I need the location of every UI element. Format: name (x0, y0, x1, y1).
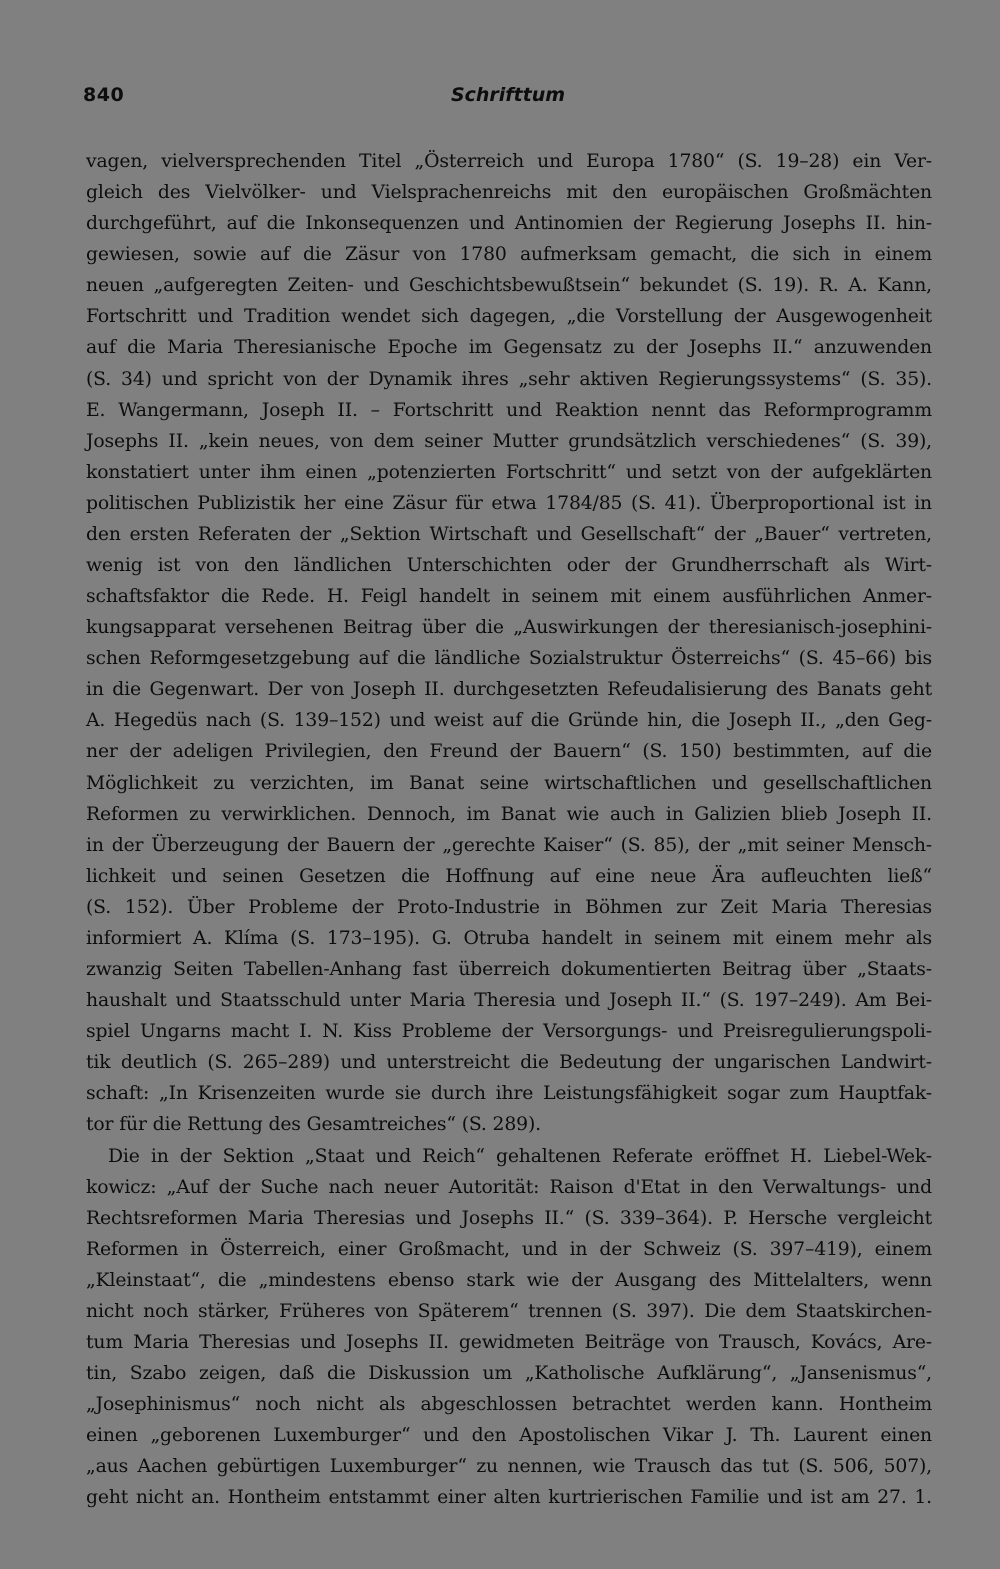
text-line: spiel Ungarns macht I. N. Kiss Probleme der Versorgungs- und Preisregulierungspoli- (86, 1021, 932, 1043)
text-line: Reformen zu verwirklichen. Dennoch, im Banat wie auch in Galizien blieb Joseph II. (86, 803, 932, 825)
text-line: in die Gegenwart. Der von Joseph II. durchgesetzten Refeudalisierung des Banats geht (86, 679, 932, 701)
text-line: ner der adeligen Privilegien, den Freund der Bauern“ (S. 150) bestimmten, auf die (86, 741, 932, 763)
text-line: lichkeit und seinen Gesetzen die Hoffnung auf eine neue Ära aufleuchten ließ“ (86, 865, 932, 887)
text-line: Fortschritt und Tradition wendet sich dagegen, „die Vorstellung der Ausgewogenheit (86, 306, 932, 328)
text-line: (S. 34) und spricht von der Dynamik ihres „sehr aktiven Regierungssystems“ (S. 35). (86, 368, 932, 390)
text-line: Rechtsreformen Maria Theresias und Josephs II.“ (S. 339–364). P. Hersche vergleicht (86, 1207, 932, 1229)
text-line: „Josephinismus“ noch nicht als abgeschlossen betrachtet werden kann. Hontheim (86, 1394, 932, 1416)
body-text (86, 146, 932, 1513)
text-line: auf die Maria Theresianische Epoche im Gegensatz zu der Josephs II.“ anzuwenden (86, 337, 932, 359)
text-line: tum Maria Theresias und Josephs II. gewidmeten Beiträge von Trausch, Kovács, Are- (86, 1331, 932, 1353)
text-line: gewiesen, sowie auf die Zäsur von 1780 aufmerksam gemacht, die sich in einem (86, 244, 932, 266)
text-line: neuen „aufgeregten Zeiten- und Geschichtsbewußtsein“ bekundet (S. 19). R. A. Kann, (86, 275, 932, 297)
text-line: Die in der Sektion „Staat und Reich“ gehaltenen Referate eröffnet H. Liebel-Wek- (108, 1145, 932, 1167)
text-line: den ersten Referaten der „Sektion Wirtschaft und Gesellschaft“ der „Bauer“ vertreten, (86, 523, 932, 545)
text-line: vagen, vielversprechenden Titel „Österreich und Europa 1780“ (S. 19–28) ein Ver- (86, 151, 932, 172)
text-line: Reformen in Österreich, einer Großmacht, und in der Schweiz (S. 397–419), einem (86, 1238, 932, 1260)
text-line: zwanzig Seiten Tabellen-Anhang fast überreich dokumentierten Beitrag über „Staats- (86, 959, 932, 981)
text-line: in der Überzeugung der Bauern der „gerechte Kaiser“ (S. 85), der „mit seiner Mensch- (86, 834, 932, 856)
page-number: 840 (83, 84, 125, 106)
text-line: tor für die Rettung des Gesamtreiches“ (S. 289). (86, 1114, 541, 1136)
text-line: A. Hegedüs nach (S. 139–152) und weist auf die Gründe hin, die Joseph II., „den Geg- (86, 710, 932, 732)
text-line: tin, Szabo zeigen, daß die Diskussion um „Katholische Aufklärung“, „Jansenismus“, (86, 1363, 932, 1385)
text-line: einen „geborenen Luxemburger“ und den Apostolischen Vikar J. Th. Laurent einen (86, 1425, 932, 1447)
text-line: wenig ist von den ländlichen Unterschichten oder der Grundherrschaft als Wirt- (86, 555, 932, 577)
running-title: Schrifttum (450, 84, 566, 106)
text-line: „Kleinstaat“, die „mindestens ebenso stark wie der Ausgang des Mittelalters, wenn (86, 1269, 932, 1291)
text-line: schaftsfaktor die Rede. H. Feigl handelt in seinem mit einem ausführlichen Anmer- (86, 586, 932, 608)
text-line: schen Reformgesetzgebung auf die ländliche Sozialstruktur Österreichs“ (S. 45–66) bis (86, 648, 932, 670)
text-line: geht nicht an. Hontheim entstammt einer alten kurtrierischen Familie und ist am 27. 1. (86, 1487, 932, 1509)
text-line: konstatiert unter ihm einen „potenzierten Fortschritt“ und setzt von der aufgeklärten (86, 461, 932, 483)
text-line: Josephs II. „kein neues, von dem seiner Mutter grundsätzlich verschiedenes“ (S. 39), (86, 430, 932, 452)
text-line: „aus Aachen gebürtigen Luxemburger“ zu nennen, wie Trausch das tut (S. 506, 507), (86, 1456, 932, 1478)
text-line: kowicz: „Auf der Suche nach neuer Autorität: Raison d'Etat in den Verwaltungs- und (86, 1176, 932, 1198)
text-line: E. Wangermann, Joseph II. – Fortschritt und Reaktion nennt das Reformprogramm (86, 399, 932, 421)
text-line: schaft: „In Krisenzeiten wurde sie durch ihre Leistungsfähigkeit sogar zum Hauptfak- (86, 1083, 932, 1105)
text-line: politischen Publizistik her eine Zäsur für etwa 1784/85 (S. 41). Überproportional ist in (86, 492, 932, 514)
text-line: gleich des Vielvölker- und Vielsprachenreichs mit den europäischen Großmächten (86, 182, 932, 204)
text-line: haushalt und Staatsschuld unter Maria Theresia und Joseph II.“ (S. 197–249). Am Bei- (86, 990, 932, 1012)
text-line: tik deutlich (S. 265–289) und unterstreicht die Bedeutung der ungarischen Landwirt- (86, 1052, 932, 1074)
text-line: kungsapparat versehenen Beitrag über die „Auswirkungen der theresianisch-josephini- (86, 617, 932, 639)
text-line: durchgeführt, auf die Inkonsequenzen und Antinomien der Regierung Josephs II. hin- (86, 213, 932, 235)
text-line: Möglichkeit zu verzichten, im Banat seine wirtschaftlichen und gesellschaftlichen (86, 772, 932, 794)
page-header (83, 84, 933, 114)
text-line: nicht noch stärker, Früheres von Späterem“ trennen (S. 397). Die dem Staatskirchen- (86, 1300, 932, 1322)
text-line: (S. 152). Über Probleme der Proto-Industrie in Böhmen zur Zeit Maria Theresias (86, 896, 932, 918)
text-line: informiert A. Klíma (S. 173–195). G. Otruba handelt in seinem mit einem mehr als (86, 927, 932, 949)
